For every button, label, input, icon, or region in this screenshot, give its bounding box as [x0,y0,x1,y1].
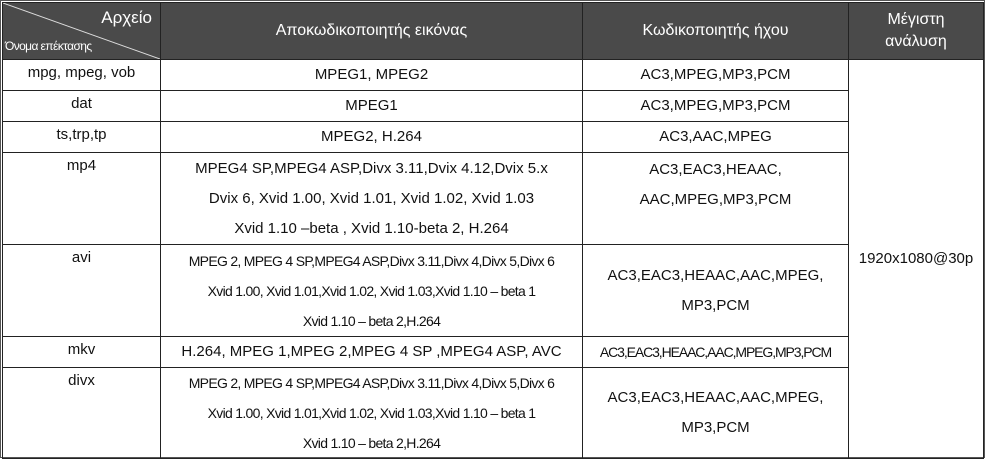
video-codec-line: Xvid 1.10 – beta 2,H.264 [302,435,441,451]
video-decoder-header: Αποκωδικοποιητής εικόνας [161,3,583,60]
audio-codec-line: AC3,EAC3,HEAAC,AAC,MPEG,MP3,PCM [599,344,832,360]
audio-codec-line: AC3,EAC3,HEAAC,AAC,MPEG, [607,266,824,284]
video-codec-cell [161,368,583,459]
audio-codec-line: AAC,MPEG,MP3,PCM [639,191,792,208]
max-resolution-header: Μέγιστη ανάλυση [849,3,984,60]
audio-codec-line: AC3,EAC3,HEAAC, [649,161,782,178]
video-codec-line: MPEG1 [345,97,398,114]
audio-codec-cell [583,91,849,122]
video-codec-cell [161,91,583,122]
extension-cell: ts,trp,tp [3,122,161,153]
audio-codec-cell [583,337,849,368]
file-header-label: Αρχείο [101,8,152,27]
table-row [3,337,984,368]
extension-cell: avi [3,245,161,337]
audio-codec-line: AC3,MPEG,MP3,PCM [640,66,791,83]
extension-header-label: Όνομα επέκτασης [5,39,92,53]
video-codec-line: H.264, MPEG 1,MPEG 2,MPEG 4 SP ,MPEG4 ASP, AVC [181,343,562,360]
codec-support-table [2,2,984,459]
video-codec-cell [161,153,583,245]
audio-codec-cell [583,122,849,153]
video-codec-line: MPEG 2, MPEG 4 SP,MPEG4 ASP,Divx 3.11,Divx 4,Divx 5,Divx 6 [188,252,555,269]
video-codec-line: MPEG4 SP,MPEG4 ASP,Divx 3.11,Dvix 4.12,Dvix 5.x [195,159,548,177]
audio-codec-header: Κωδικοποιητής ήχου [583,3,849,60]
audio-codec-line: MP3,PCM [681,419,750,436]
table-row [3,153,984,245]
video-codec-cell [161,60,583,91]
audio-codec-cell [583,60,849,91]
video-codec-cell [161,122,583,153]
audio-codec-cell [583,153,849,245]
table-header-row [3,3,984,60]
video-codec-line: MPEG2, H.264 [321,128,422,145]
extension-cell: mkv [3,337,161,368]
video-codec-line: Xvid 1.00, Xvid 1.01,Xvid 1.02, Xvid 1.03,Xvid 1.10 – beta 1 [207,405,536,421]
corner-header-cell [3,3,161,60]
audio-codec-cell [583,368,849,459]
video-codec-line: Xvid 1.10 –beta , Xvid 1.10-beta 2, H.264 [234,219,509,237]
table-row [3,368,984,459]
audio-codec-line: AC3,EAC3,HEAAC,AAC,MPEG, [607,389,824,406]
audio-codec-line: AC3,AAC,MPEG [659,128,772,145]
video-codec-line: MPEG 2, MPEG 4 SP,MPEG4 ASP,Divx 3.11,Divx 4,Divx 5,Divx 6 [188,375,555,391]
audio-codec-cell [583,245,849,337]
table-row [3,122,984,153]
audio-codec-line: MP3,PCM [681,296,750,314]
max-resolution-cell: 1920x1080@30p [849,60,984,459]
extension-cell: dat [3,91,161,122]
table-row [3,245,984,337]
extension-cell: divx [3,368,161,459]
video-codec-cell [161,337,583,368]
table-row [3,91,984,122]
video-codec-line: Xvid 1.00, Xvid 1.01,Xvid 1.02, Xvid 1.03,Xvid 1.10 – beta 1 [207,282,536,299]
audio-codec-line: AC3,MPEG,MP3,PCM [640,97,791,114]
video-codec-line: MPEG1, MPEG2 [314,66,429,83]
video-codec-cell [161,245,583,337]
table-row [3,60,984,91]
extension-cell: mp4 [3,153,161,245]
extension-cell: mpg, mpeg, vob [3,60,161,91]
video-codec-line: Dvix 6, Xvid 1.00, Xvid 1.01, Xvid 1.02, Xvid 1.03 [208,189,535,207]
video-codec-line: Xvid 1.10 – beta 2,H.264 [302,312,441,329]
